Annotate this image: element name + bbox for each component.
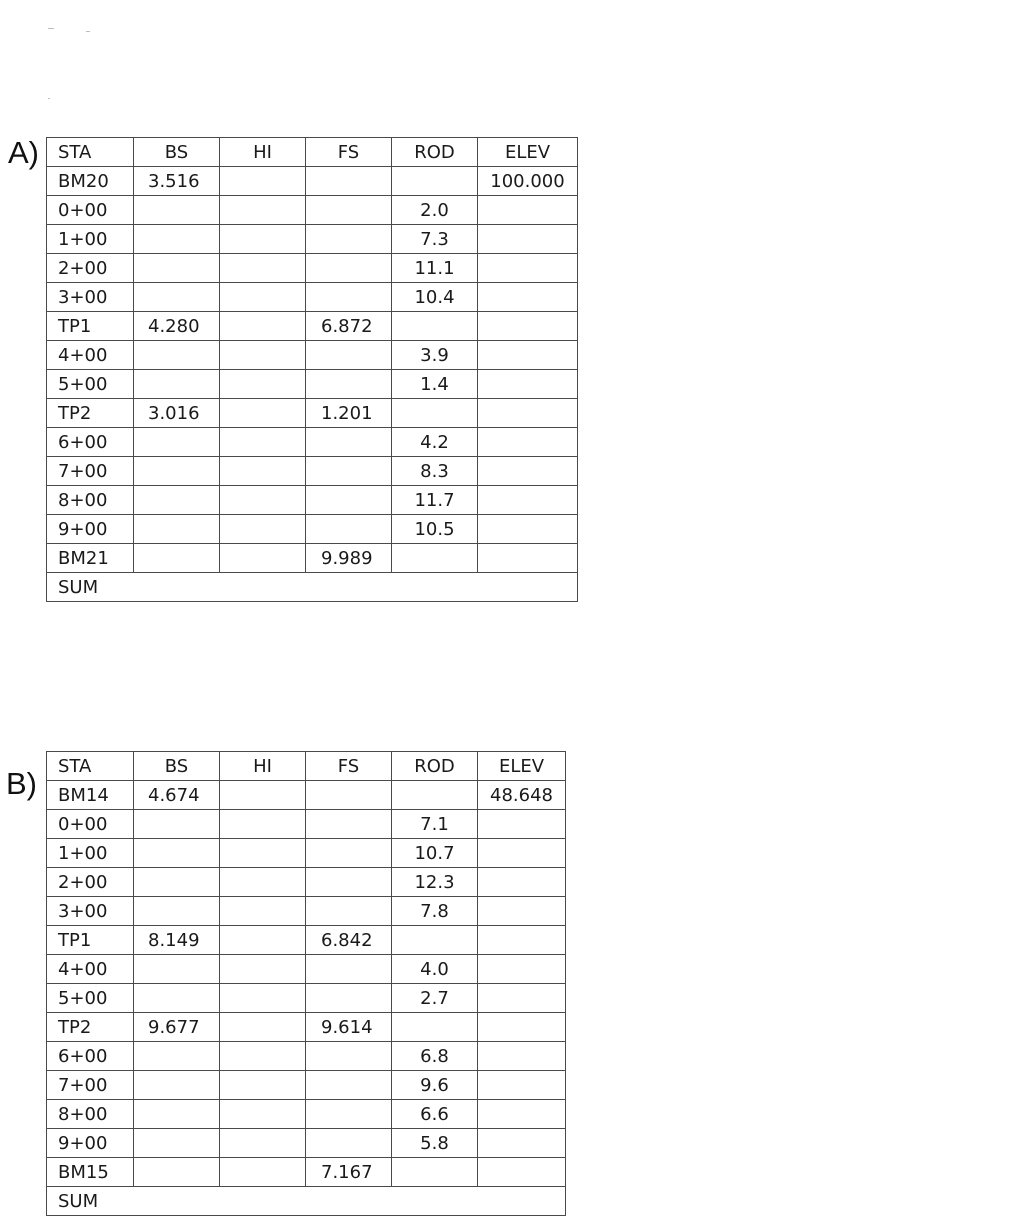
cell-hi xyxy=(220,486,306,515)
cell-hi xyxy=(220,196,306,225)
cell-rod xyxy=(392,926,478,955)
table-row xyxy=(47,399,578,428)
cell-fs: 6.872 xyxy=(306,312,392,341)
scan-artifact-mark xyxy=(48,98,50,99)
cell-elev xyxy=(478,486,578,515)
cell-elev xyxy=(478,399,578,428)
cell-elev xyxy=(478,926,566,955)
table-row xyxy=(47,1100,566,1129)
cell-fs: 1.201 xyxy=(306,399,392,428)
cell-elev xyxy=(478,1013,566,1042)
cell-rod xyxy=(392,167,478,196)
cell-rod xyxy=(392,312,478,341)
table-row xyxy=(47,544,578,573)
cell-sta: 8+00 xyxy=(47,486,134,515)
column-header-rod: ROD xyxy=(392,138,478,167)
cell-bs: 8.149 xyxy=(134,926,220,955)
column-header-fs: FS xyxy=(306,752,392,781)
cell-bs xyxy=(134,1100,220,1129)
cell-fs xyxy=(306,486,392,515)
column-header-fs: FS xyxy=(306,138,392,167)
cell-elev xyxy=(478,1100,566,1129)
cell-rod xyxy=(392,1158,478,1187)
cell-hi xyxy=(220,515,306,544)
cell-rod xyxy=(392,781,478,810)
cell-elev xyxy=(478,312,578,341)
cell-elev xyxy=(478,1129,566,1158)
column-header-sta: STA xyxy=(47,138,134,167)
cell-hi xyxy=(220,1129,306,1158)
cell-hi xyxy=(220,897,306,926)
cell-elev xyxy=(478,515,578,544)
cell-sta: 0+00 xyxy=(47,196,134,225)
table-row xyxy=(47,457,578,486)
cell-hi xyxy=(220,1071,306,1100)
column-header-elev: ELEV xyxy=(478,752,566,781)
cell-hi xyxy=(220,312,306,341)
cell-bs xyxy=(134,486,220,515)
cell-sta: 2+00 xyxy=(47,868,134,897)
cell-rod: 7.1 xyxy=(392,810,478,839)
column-header-hi: HI xyxy=(220,752,306,781)
cell-fs xyxy=(306,1042,392,1071)
cell-elev xyxy=(478,868,566,897)
table-row xyxy=(47,312,578,341)
column-header-bs: BS xyxy=(134,752,220,781)
cell-fs xyxy=(306,196,392,225)
cell-rod: 10.5 xyxy=(392,515,478,544)
table-row xyxy=(47,1042,566,1071)
cell-rod xyxy=(392,1013,478,1042)
table-row xyxy=(47,428,578,457)
table-row xyxy=(47,225,578,254)
cell-hi xyxy=(220,225,306,254)
cell-bs xyxy=(134,370,220,399)
table-header-row xyxy=(47,752,566,781)
cell-fs xyxy=(306,167,392,196)
cell-rod: 12.3 xyxy=(392,868,478,897)
cell-fs xyxy=(306,1129,392,1158)
cell-fs xyxy=(306,341,392,370)
cell-sta: 3+00 xyxy=(47,897,134,926)
table-row xyxy=(47,254,578,283)
cell-rod: 7.3 xyxy=(392,225,478,254)
cell-hi xyxy=(220,926,306,955)
table-row xyxy=(47,283,578,312)
cell-fs xyxy=(306,254,392,283)
cell-fs xyxy=(306,515,392,544)
cell-sta: TP1 xyxy=(47,312,134,341)
cell-bs xyxy=(134,955,220,984)
cell-fs xyxy=(306,810,392,839)
cell-sta: 8+00 xyxy=(47,1100,134,1129)
table-row xyxy=(47,341,578,370)
cell-fs xyxy=(306,225,392,254)
cell-bs xyxy=(134,254,220,283)
table-a-label: A) xyxy=(8,135,39,170)
column-header-hi: HI xyxy=(220,138,306,167)
cell-elev xyxy=(478,196,578,225)
cell-rod: 1.4 xyxy=(392,370,478,399)
cell-elev xyxy=(478,370,578,399)
cell-hi xyxy=(220,399,306,428)
table-row xyxy=(47,810,566,839)
cell-bs xyxy=(134,515,220,544)
cell-fs xyxy=(306,457,392,486)
cell-sta: 4+00 xyxy=(47,955,134,984)
cell-sta: 7+00 xyxy=(47,457,134,486)
cell-hi xyxy=(220,341,306,370)
cell-rod: 2.0 xyxy=(392,196,478,225)
cell-rod xyxy=(392,399,478,428)
cell-elev xyxy=(478,984,566,1013)
cell-fs xyxy=(306,868,392,897)
cell-rod: 6.6 xyxy=(392,1100,478,1129)
cell-elev xyxy=(478,283,578,312)
table-row xyxy=(47,1129,566,1158)
cell-rod: 6.8 xyxy=(392,1042,478,1071)
cell-bs xyxy=(134,283,220,312)
cell-fs xyxy=(306,428,392,457)
cell-fs xyxy=(306,370,392,399)
cell-sta: 5+00 xyxy=(47,370,134,399)
cell-sta: TP1 xyxy=(47,926,134,955)
cell-rod: 2.7 xyxy=(392,984,478,1013)
cell-bs xyxy=(134,428,220,457)
table-row xyxy=(47,897,566,926)
sum-row xyxy=(47,573,578,602)
cell-bs xyxy=(134,457,220,486)
table-b-label: B) xyxy=(6,766,37,801)
cell-fs xyxy=(306,1071,392,1100)
table-row xyxy=(47,868,566,897)
cell-sta: 1+00 xyxy=(47,225,134,254)
table-row xyxy=(47,839,566,868)
scan-artifact-mark xyxy=(48,28,54,29)
cell-hi xyxy=(220,428,306,457)
cell-fs xyxy=(306,1100,392,1129)
cell-elev xyxy=(478,457,578,486)
cell-hi xyxy=(220,810,306,839)
cell-sta: BM15 xyxy=(47,1158,134,1187)
table-row xyxy=(47,1158,566,1187)
cell-hi xyxy=(220,781,306,810)
cell-hi xyxy=(220,544,306,573)
cell-fs: 7.167 xyxy=(306,1158,392,1187)
cell-rod: 5.8 xyxy=(392,1129,478,1158)
scan-artifact-mark xyxy=(86,31,90,32)
cell-elev xyxy=(478,544,578,573)
cell-bs xyxy=(134,984,220,1013)
sum-row xyxy=(47,1187,566,1216)
cell-rod xyxy=(392,544,478,573)
cell-fs xyxy=(306,839,392,868)
cell-elev xyxy=(478,839,566,868)
cell-bs: 3.516 xyxy=(134,167,220,196)
cell-rod: 4.2 xyxy=(392,428,478,457)
cell-bs xyxy=(134,341,220,370)
table-row xyxy=(47,984,566,1013)
cell-sta: 7+00 xyxy=(47,1071,134,1100)
cell-hi xyxy=(220,839,306,868)
level-notes-table-b xyxy=(46,751,566,1216)
table-row xyxy=(47,1013,566,1042)
cell-bs xyxy=(134,1042,220,1071)
table-row xyxy=(47,370,578,399)
cell-fs xyxy=(306,781,392,810)
cell-elev xyxy=(478,1071,566,1100)
cell-rod: 3.9 xyxy=(392,341,478,370)
cell-rod: 11.7 xyxy=(392,486,478,515)
column-header-bs: BS xyxy=(134,138,220,167)
cell-bs xyxy=(134,868,220,897)
column-header-elev: ELEV xyxy=(478,138,578,167)
cell-sta: 6+00 xyxy=(47,428,134,457)
cell-bs xyxy=(134,544,220,573)
cell-fs xyxy=(306,283,392,312)
cell-bs xyxy=(134,810,220,839)
cell-bs xyxy=(134,196,220,225)
cell-hi xyxy=(220,868,306,897)
cell-hi xyxy=(220,457,306,486)
cell-elev xyxy=(478,225,578,254)
table-row xyxy=(47,926,566,955)
cell-hi xyxy=(220,370,306,399)
cell-sta: 0+00 xyxy=(47,810,134,839)
cell-bs: 4.280 xyxy=(134,312,220,341)
cell-hi xyxy=(220,1013,306,1042)
cell-elev xyxy=(478,1158,566,1187)
table-header-row xyxy=(47,138,578,167)
cell-sta: TP2 xyxy=(47,399,134,428)
table-row xyxy=(47,955,566,984)
cell-elev xyxy=(478,428,578,457)
sum-label: SUM xyxy=(47,1187,566,1216)
cell-fs xyxy=(306,897,392,926)
cell-sta: 9+00 xyxy=(47,515,134,544)
cell-sta: 2+00 xyxy=(47,254,134,283)
cell-hi xyxy=(220,955,306,984)
cell-hi xyxy=(220,1042,306,1071)
cell-sta: 9+00 xyxy=(47,1129,134,1158)
cell-elev xyxy=(478,341,578,370)
cell-elev xyxy=(478,254,578,283)
cell-elev xyxy=(478,1042,566,1071)
cell-bs: 3.016 xyxy=(134,399,220,428)
cell-bs xyxy=(134,1071,220,1100)
cell-hi xyxy=(220,254,306,283)
cell-sta: BM14 xyxy=(47,781,134,810)
cell-fs: 9.989 xyxy=(306,544,392,573)
cell-hi xyxy=(220,167,306,196)
cell-hi xyxy=(220,283,306,312)
cell-sta: 3+00 xyxy=(47,283,134,312)
cell-bs xyxy=(134,839,220,868)
cell-bs xyxy=(134,1158,220,1187)
cell-bs xyxy=(134,1129,220,1158)
table-row xyxy=(47,167,578,196)
cell-bs xyxy=(134,225,220,254)
level-notes-table-a xyxy=(46,137,578,602)
sum-label: SUM xyxy=(47,573,578,602)
cell-rod: 10.7 xyxy=(392,839,478,868)
cell-sta: 4+00 xyxy=(47,341,134,370)
cell-rod: 7.8 xyxy=(392,897,478,926)
cell-fs xyxy=(306,955,392,984)
table-row xyxy=(47,515,578,544)
cell-elev: 100.000 xyxy=(478,167,578,196)
cell-hi xyxy=(220,1158,306,1187)
cell-hi xyxy=(220,1100,306,1129)
cell-bs xyxy=(134,897,220,926)
cell-bs: 9.677 xyxy=(134,1013,220,1042)
cell-elev xyxy=(478,955,566,984)
cell-rod: 8.3 xyxy=(392,457,478,486)
cell-elev xyxy=(478,897,566,926)
cell-hi xyxy=(220,984,306,1013)
cell-elev: 48.648 xyxy=(478,781,566,810)
table-row xyxy=(47,486,578,515)
cell-fs: 9.614 xyxy=(306,1013,392,1042)
cell-sta: 6+00 xyxy=(47,1042,134,1071)
table-row xyxy=(47,1071,566,1100)
table-row xyxy=(47,781,566,810)
cell-rod: 11.1 xyxy=(392,254,478,283)
cell-sta: 1+00 xyxy=(47,839,134,868)
cell-fs xyxy=(306,984,392,1013)
cell-sta: TP2 xyxy=(47,1013,134,1042)
column-header-sta: STA xyxy=(47,752,134,781)
cell-rod: 9.6 xyxy=(392,1071,478,1100)
cell-sta: BM21 xyxy=(47,544,134,573)
column-header-rod: ROD xyxy=(392,752,478,781)
cell-bs: 4.674 xyxy=(134,781,220,810)
cell-fs: 6.842 xyxy=(306,926,392,955)
cell-sta: BM20 xyxy=(47,167,134,196)
table-row xyxy=(47,196,578,225)
cell-sta: 5+00 xyxy=(47,984,134,1013)
cell-rod: 10.4 xyxy=(392,283,478,312)
cell-elev xyxy=(478,810,566,839)
cell-rod: 4.0 xyxy=(392,955,478,984)
